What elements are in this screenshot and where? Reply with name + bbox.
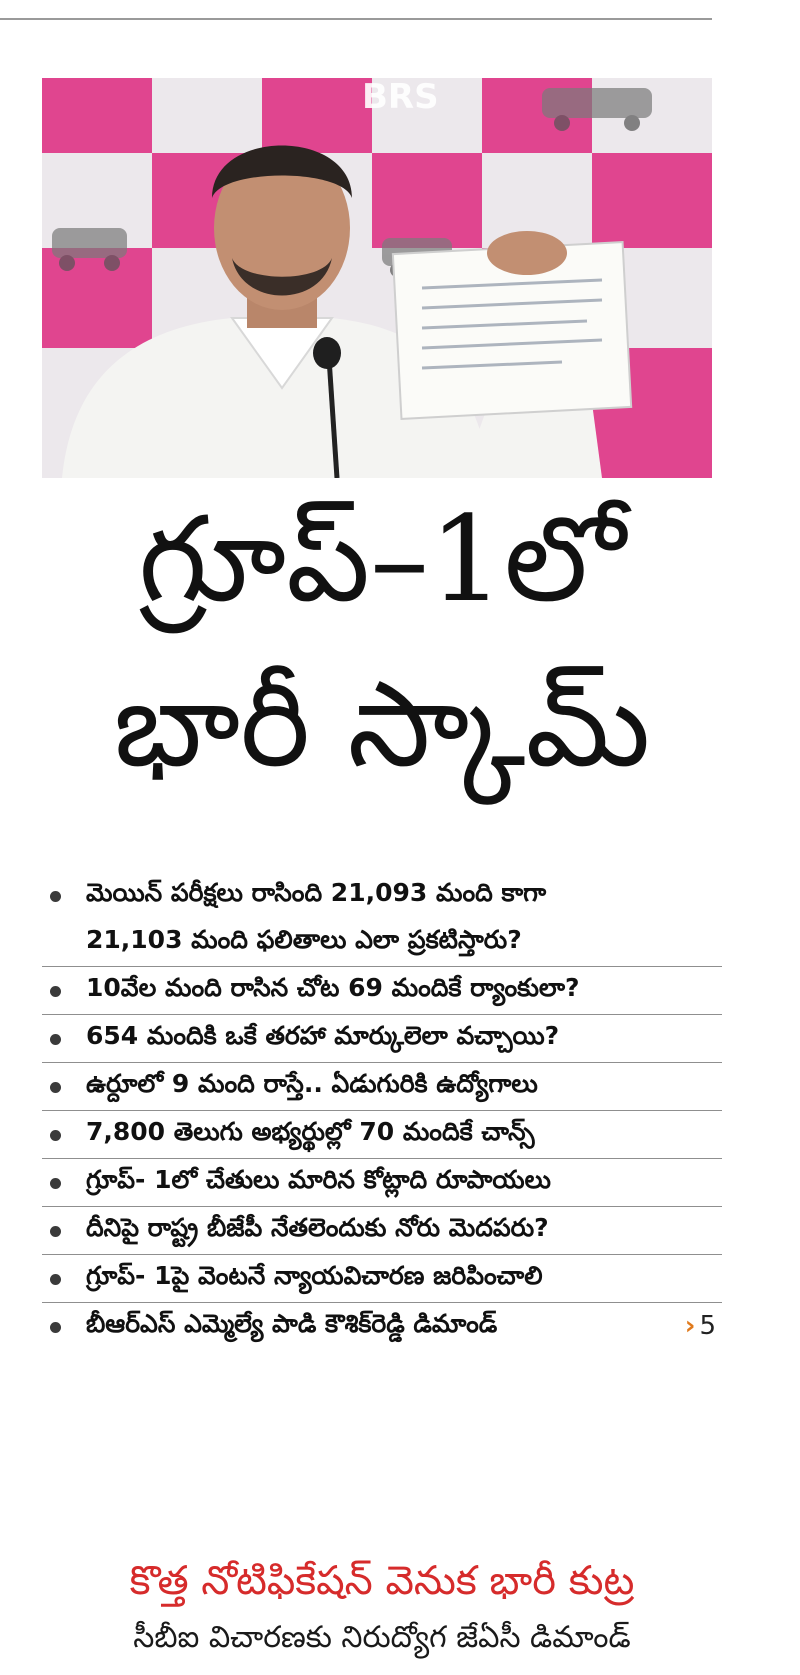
list-item	[42, 919, 722, 967]
headline-line-2: భారీ స్కామ్‌	[113, 655, 651, 793]
bullet-text: 7,800 తెలుగు అభ్యర్థుల్లో 70 మందికే చాన్స్‌	[86, 1116, 535, 1146]
list-item	[42, 872, 722, 919]
bullet-dot	[50, 1178, 61, 1189]
bullet-text: దీనిపై రాష్ట్ర బీజేపీ నేతలెందుకు నోరు మెదపరు?	[86, 1212, 549, 1242]
list-item	[42, 1207, 722, 1255]
subheadline-black: సీబీఐ విచారణకు నిరుద్యోగ జేఏసీ డిమాండ్‌	[133, 1620, 631, 1655]
press-conference-photo	[42, 78, 712, 478]
bullet-dot	[50, 1082, 61, 1093]
bullet-dot	[50, 1274, 61, 1285]
list-item	[42, 967, 722, 1015]
bullet-dot	[50, 1322, 61, 1333]
chevron-right-icon: ›	[684, 1311, 696, 1341]
bullet-text: 10వేల మంది రాసిన చోట 69 మందికే ర్యాంకులా?	[86, 972, 580, 1002]
backdrop-logo-text: BRS	[362, 78, 439, 117]
bullet-dot	[50, 891, 61, 902]
bullet-text: ఉర్దూలో 9 మంది రాస్తే.. ఏడుగురికి ఉద్యోగాలు	[86, 1068, 538, 1098]
bullet-dot	[50, 986, 61, 997]
bullet-text: గ్రూప్‌- 1పై వెంటనే న్యాయవిచారణ జరిపించాలి	[86, 1260, 543, 1290]
bullet-dot	[50, 1226, 61, 1237]
subheadline-red: కొత్త నోటిఫికేషన్‌ వెనుక భారీ కుట్ర	[129, 1558, 635, 1604]
bullet-text: గ్రూప్‌- 1లో చేతులు మారిన కోట్లాది రూపాయలు	[86, 1164, 551, 1194]
bullet-list	[42, 872, 722, 1350]
list-item	[42, 1255, 722, 1303]
top-rule	[0, 18, 712, 20]
list-item	[42, 1111, 722, 1159]
headline-line-1: గ్రూప్‌–1లో	[138, 490, 626, 628]
page-reference[interactable]	[685, 1311, 716, 1341]
page-number: 5	[699, 1311, 716, 1341]
bullet-text: బీఆర్‌ఎస్‌ ఎమ్మెల్యే పాడి కౌశిక్‌రెడ్డి డిమాండ్‌	[86, 1308, 498, 1338]
bullet-dot	[50, 1130, 61, 1141]
bullet-text: 21,103 మంది ఫలితాలు ఎలా ప్రకటిస్తారు?	[86, 924, 522, 954]
list-item	[42, 1015, 722, 1063]
bullet-text: మెయిన్‌ పరీక్షలు రాసింది 21,093 మంది కాగా	[86, 877, 547, 907]
bullet-dot	[50, 1034, 61, 1045]
list-item	[42, 1159, 722, 1207]
list-item	[42, 1063, 722, 1111]
bullet-text: 654 మందికి ఒకే తరహా మార్కులెలా వచ్చాయి?	[86, 1020, 560, 1050]
list-item	[42, 1303, 722, 1350]
